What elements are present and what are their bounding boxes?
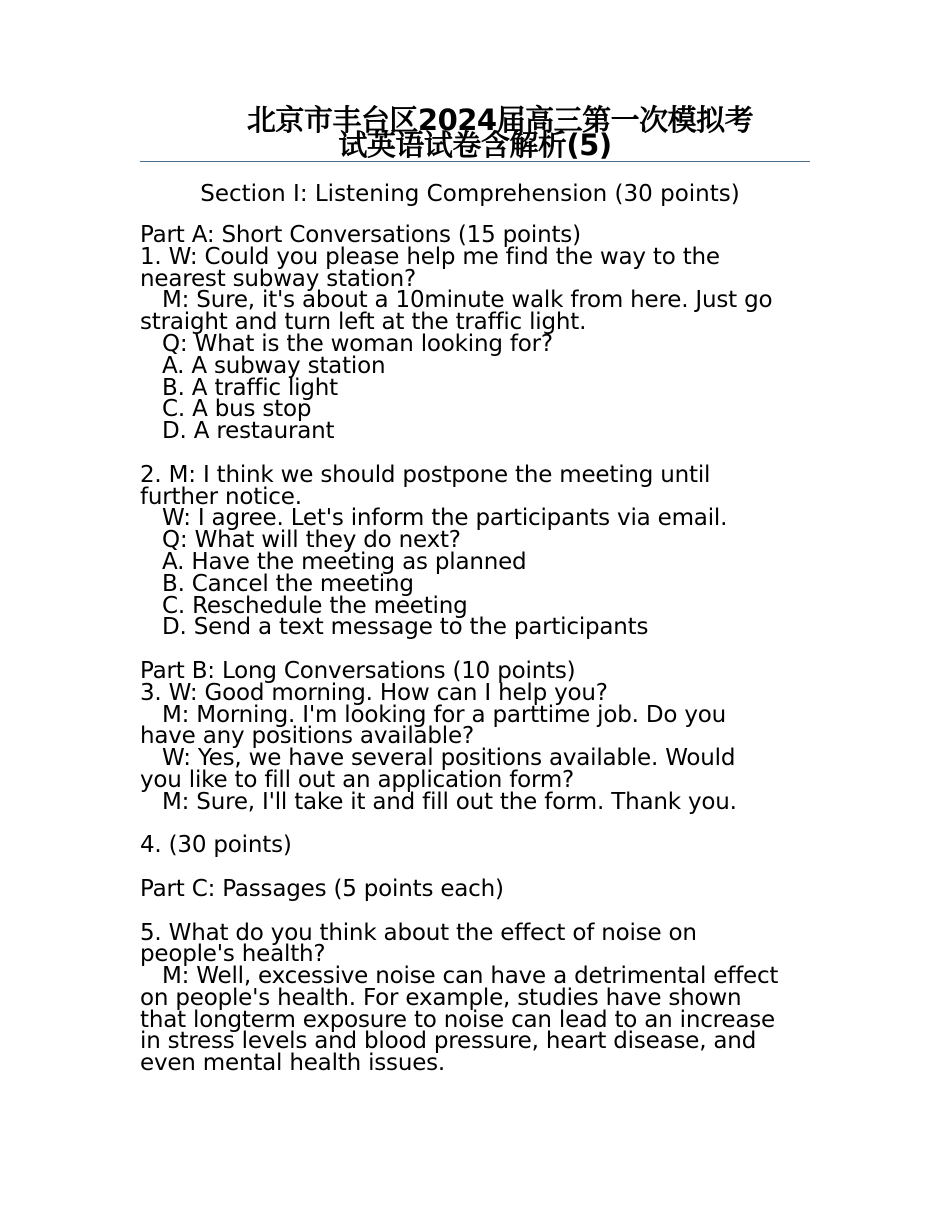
- part-c-heading: Part C: Passages (5 points each): [140, 875, 504, 902]
- section-heading: Section I: Listening Comprehension (30 points): [200, 181, 740, 207]
- q5-line-3: M: Well, excessive noise can have a detrimental effect: [162, 963, 779, 990]
- part-b-heading: Part B: Long Conversations (10 points): [140, 657, 576, 684]
- q1-option-a: A. A subway station: [162, 352, 386, 379]
- q3-line-6: M: Sure, I'll take it and fill out the form. Thank you.: [162, 788, 737, 815]
- q1-option-d: D. A restaurant: [162, 418, 335, 445]
- q2-option-b: B. Cancel the meeting: [162, 570, 414, 597]
- q1-question: Q: What is the woman looking for?: [162, 330, 553, 357]
- title-underline-divider: [140, 161, 810, 162]
- q3-line-2: M: Morning. I'm looking for a parttime job. Do you: [162, 701, 727, 728]
- q2-line-1: 2. M: I think we should postpone the meeting until: [140, 461, 711, 488]
- q2-option-d: D. Send a text message to the participants: [162, 614, 649, 641]
- q5-line-1: 5. What do you think about the effect of noise on: [140, 919, 697, 946]
- q3-line-1: 3. W: Good morning. How can I help you?: [140, 679, 608, 706]
- q4-line: 4. (30 points): [140, 832, 292, 859]
- q5-line-5: that longterm exposure to noise can lead to an increase: [140, 1006, 775, 1033]
- title-line-2: 试英语试卷含解析(5): [338, 128, 612, 162]
- q3-line-5: you like to fill out an application form?: [140, 766, 575, 793]
- q2-option-a: A. Have the meeting as planned: [162, 548, 527, 575]
- part-a-heading: Part A: Short Conversations (15 points): [140, 222, 581, 248]
- q3-line-3: have any positions available?: [140, 723, 474, 750]
- q1-option-c: C. A bus stop: [162, 396, 312, 423]
- q5-line-7: even mental health issues.: [140, 1050, 446, 1077]
- q2-line-2: further notice.: [140, 483, 302, 510]
- q2-question: Q: What will they do next?: [162, 527, 461, 554]
- q5-line-6: in stress levels and blood pressure, heart disease, and: [140, 1028, 757, 1055]
- q1-line-3: M: Sure, it's about a 10minute walk from here. Just go: [162, 287, 773, 314]
- q5-line-2: people's health?: [140, 941, 326, 968]
- title-line-1: 北京市丰台区2024届高三第一次模拟考: [246, 103, 754, 137]
- q2-option-c: C. Reschedule the meeting: [162, 592, 468, 619]
- title-block: [140, 103, 810, 162]
- q1-line-1: 1. W: Could you please help me find the way to the: [140, 243, 720, 270]
- q5-line-4: on people's health. For example, studies have shown: [140, 984, 742, 1011]
- q2-line-3: W: I agree. Let's inform the participants via email.: [162, 505, 728, 532]
- document-body: [140, 222, 810, 1077]
- q3-line-4: W: Yes, we have several positions available. Would: [162, 745, 736, 772]
- q1-line-4: straight and turn left at the traffic light.: [140, 309, 587, 336]
- page-title: [140, 103, 810, 162]
- q1-line-2: nearest subway station?: [140, 265, 416, 292]
- q1-option-b: B. A traffic light: [162, 374, 338, 401]
